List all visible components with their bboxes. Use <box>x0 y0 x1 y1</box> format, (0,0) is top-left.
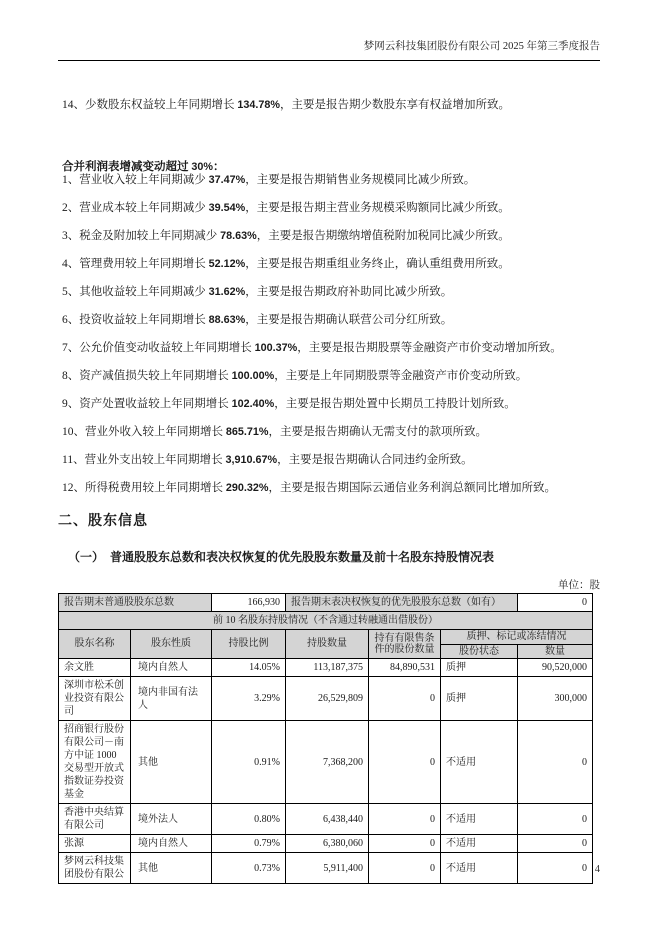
shares-held-cell: 5,911,400 <box>286 853 369 884</box>
change-item-text: ，主要是报告期政府补助同比减少所致。 <box>245 286 453 298</box>
shareholder-nature-cell: 其他 <box>131 853 212 884</box>
page-number: 4 <box>594 864 600 875</box>
restricted-shares-cell: 0 <box>369 721 441 804</box>
pledge-quantity-cell: 300,000 <box>518 677 593 721</box>
change-item-text: ，主要是报告期确认合同违约金所致。 <box>277 454 473 466</box>
top10-caption: 前 10 名股东持股情况（不含通过转融通出借股份） <box>59 612 593 630</box>
col-header-name: 股东名称 <box>59 630 131 659</box>
col-header-pledge-group: 质押、标记或冻结情况 <box>441 630 593 645</box>
restricted-shares-cell: 0 <box>369 835 441 853</box>
change-item <box>62 230 602 243</box>
change-item-value: 290.32% <box>225 482 269 494</box>
change-item <box>62 426 602 439</box>
change-item <box>62 202 602 215</box>
change-item-text: 14、少数股东权益较上年同期增长 <box>62 98 238 111</box>
section-title-shareholders: 二、股东信息 <box>58 514 148 529</box>
heading-text: ： <box>213 160 225 173</box>
pledge-status-cell: 质押 <box>441 677 518 721</box>
pledge-quantity-cell: 0 <box>518 804 593 835</box>
total-common-shareholders-label: 报告期末普通股股东总数 <box>59 594 212 612</box>
col-header-shares: 持股数量 <box>286 630 369 659</box>
shareholder-nature-cell: 境内自然人 <box>131 835 212 853</box>
heading-text: 合并利润表增减变动超过 <box>62 160 192 173</box>
change-item <box>62 314 602 327</box>
change-item-text: ，主要是报告期处置中长期员工持股计划所致。 <box>274 398 516 410</box>
col-header-restricted: 持有有限售条件的股份数量 <box>369 630 441 659</box>
change-item-value: 102.40% <box>231 398 275 410</box>
change-item-value: 78.63% <box>220 230 257 242</box>
shareholder-name-cell: 深圳市松禾创业投资有限公司 <box>59 677 131 721</box>
change-item-value: 3,910.67% <box>225 454 278 466</box>
change-item-value: 31.62% <box>208 286 246 298</box>
holding-ratio-cell: 0.79% <box>212 835 286 853</box>
holding-ratio-cell: 0.91% <box>212 721 286 804</box>
restricted-shares-cell: 84,890,531 <box>369 659 441 677</box>
change-item-text: ，主要是报告期确认联营公司分红所致。 <box>245 314 453 326</box>
shareholder-nature-cell: 境外法人 <box>131 804 212 835</box>
section-subtitle-top10: （一） 普通股股东总数和表决权恢复的优先股股东数量及前十名股东持股情况表 <box>68 550 495 564</box>
shares-held-cell: 26,529,809 <box>286 677 369 721</box>
change-item <box>62 370 602 383</box>
change-item <box>62 286 602 299</box>
pledge-status-cell: 不适用 <box>441 835 518 853</box>
holding-ratio-cell: 0.80% <box>212 804 286 835</box>
shareholder-row <box>59 835 593 853</box>
shareholder-row <box>59 677 593 721</box>
change-item-text: ，主要是报告期缴纳增值税附加税同比减少所致。 <box>256 230 510 242</box>
change-item-value: 100.37% <box>254 342 298 354</box>
heading-value: 30% <box>191 160 213 173</box>
change-item-text: 2、营业成本较上年同期减少 <box>62 202 209 214</box>
change-item-value: 39.54% <box>208 202 246 214</box>
profit-changes-heading <box>62 158 592 174</box>
change-item-value: 100.00% <box>231 370 275 382</box>
change-item <box>62 454 602 467</box>
change-item <box>62 174 602 187</box>
preferred-shareholders-value: 0 <box>518 594 593 612</box>
restricted-shares-cell: 0 <box>369 677 441 721</box>
shareholder-row <box>59 804 593 835</box>
change-item-value: 37.47% <box>208 174 246 186</box>
change-item-text: ，主要是报告期主营业务规模采购额同比减少所致。 <box>245 202 510 214</box>
change-item-text: 9、资产处置收益较上年同期增长 <box>62 398 232 410</box>
change-item-text: ，主要是报告期重组业务终止，确认重组费用所致。 <box>245 258 510 270</box>
preferred-shareholders-label: 报告期末表决权恢复的优先股股东总数（如有） <box>286 594 518 612</box>
change-item-text: 4、管理费用较上年同期增长 <box>62 258 209 270</box>
change-item-value: 865.71% <box>225 426 269 438</box>
holding-ratio-cell: 14.05% <box>212 659 286 677</box>
shareholder-name-cell: 招商银行股份有限公司－南方中证 1000 交易型开放式指数证券投资基金 <box>59 721 131 804</box>
change-item-value: 52.12% <box>208 258 246 270</box>
pledge-quantity-cell: 0 <box>518 721 593 804</box>
shareholder-nature-cell: 境内非国有法人 <box>131 677 212 721</box>
change-item-text: 3、税金及附加较上年同期减少 <box>62 230 221 242</box>
page-header-title: 梦网云科技集团股份有限公司 2025 年第三季度报告 <box>58 40 600 61</box>
top10-shareholders-table <box>58 593 593 884</box>
shares-held-cell: 6,438,440 <box>286 804 369 835</box>
shareholder-nature-cell: 境内自然人 <box>131 659 212 677</box>
change-item-text: 10、营业外收入较上年同期增长 <box>62 426 226 438</box>
pledge-quantity-cell: 0 <box>518 835 593 853</box>
shares-held-cell: 7,368,200 <box>286 721 369 804</box>
change-item <box>62 398 602 411</box>
restricted-shares-cell: 0 <box>369 853 441 884</box>
holding-ratio-cell: 3.29% <box>212 677 286 721</box>
pledge-status-cell: 不适用 <box>441 721 518 804</box>
shareholder-row <box>59 721 593 804</box>
change-item-text: ，主要是报告期股票等金融资产市价变动增加所致。 <box>297 342 562 354</box>
shares-held-cell: 113,187,375 <box>286 659 369 677</box>
pledge-status-cell: 不适用 <box>441 853 518 884</box>
holding-ratio-cell: 0.73% <box>212 853 286 884</box>
pledge-quantity-cell: 90,520,000 <box>518 659 593 677</box>
shareholder-nature-cell: 其他 <box>131 721 212 804</box>
change-item-text: 6、投资收益较上年同期增长 <box>62 314 209 326</box>
change-item <box>62 342 602 355</box>
change-item-text: ，主要是上年同期股票等金融资产市价变动所致。 <box>274 370 528 382</box>
shareholder-name-cell: 梦网云科技集团股份有限公 <box>59 853 131 884</box>
change-item-text: 7、公允价值变动收益较上年同期增长 <box>62 342 255 354</box>
change-item-text: 11、营业外支出较上年同期增长 <box>62 454 226 466</box>
pledge-quantity-cell: 0 <box>518 853 593 884</box>
change-item-14 <box>62 99 592 112</box>
caption-row <box>59 612 593 630</box>
change-item-text: 8、资产减值损失较上年同期增长 <box>62 370 232 382</box>
col-header-ratio: 持股比例 <box>212 630 286 659</box>
header-row-1 <box>59 630 593 645</box>
change-item-text: 1、营业收入较上年同期减少 <box>62 174 209 186</box>
change-item-text: 5、其他收益较上年同期减少 <box>62 286 209 298</box>
shareholder-row <box>59 659 593 677</box>
restricted-shares-cell: 0 <box>369 804 441 835</box>
profit-changes-list <box>62 174 602 510</box>
unit-label: 单位：股 <box>558 580 600 591</box>
change-item-text: ，主要是报告期国际云通信业务利润总额同比增加所致。 <box>268 482 556 494</box>
shareholder-name-cell: 张源 <box>59 835 131 853</box>
shares-held-cell: 6,380,060 <box>286 835 369 853</box>
summary-row <box>59 594 593 612</box>
change-item-text: ，主要是报告期少数股东享有权益增加所致。 <box>280 98 510 111</box>
col-header-pledge-status: 股份状态 <box>441 644 518 659</box>
shareholder-name-cell: 香港中央结算有限公司 <box>59 804 131 835</box>
change-item-text: ，主要是报告期销售业务规模同比减少所致。 <box>245 174 476 186</box>
pledge-status-cell: 质押 <box>441 659 518 677</box>
change-item-text: 12、所得税费用较上年同期增长 <box>62 482 226 494</box>
change-item-value: 134.78% <box>237 98 280 111</box>
col-header-pledge-qty: 数量 <box>518 644 593 659</box>
change-item-value: 88.63% <box>208 314 246 326</box>
change-item <box>62 482 602 495</box>
change-item-text: ，主要是报告期确认无需支付的款项所致。 <box>268 426 487 438</box>
pledge-status-cell: 不适用 <box>441 804 518 835</box>
col-header-nature: 股东性质 <box>131 630 212 659</box>
change-item <box>62 258 602 271</box>
shareholder-name-cell: 余文胜 <box>59 659 131 677</box>
total-common-shareholders-value: 166,930 <box>212 594 286 612</box>
